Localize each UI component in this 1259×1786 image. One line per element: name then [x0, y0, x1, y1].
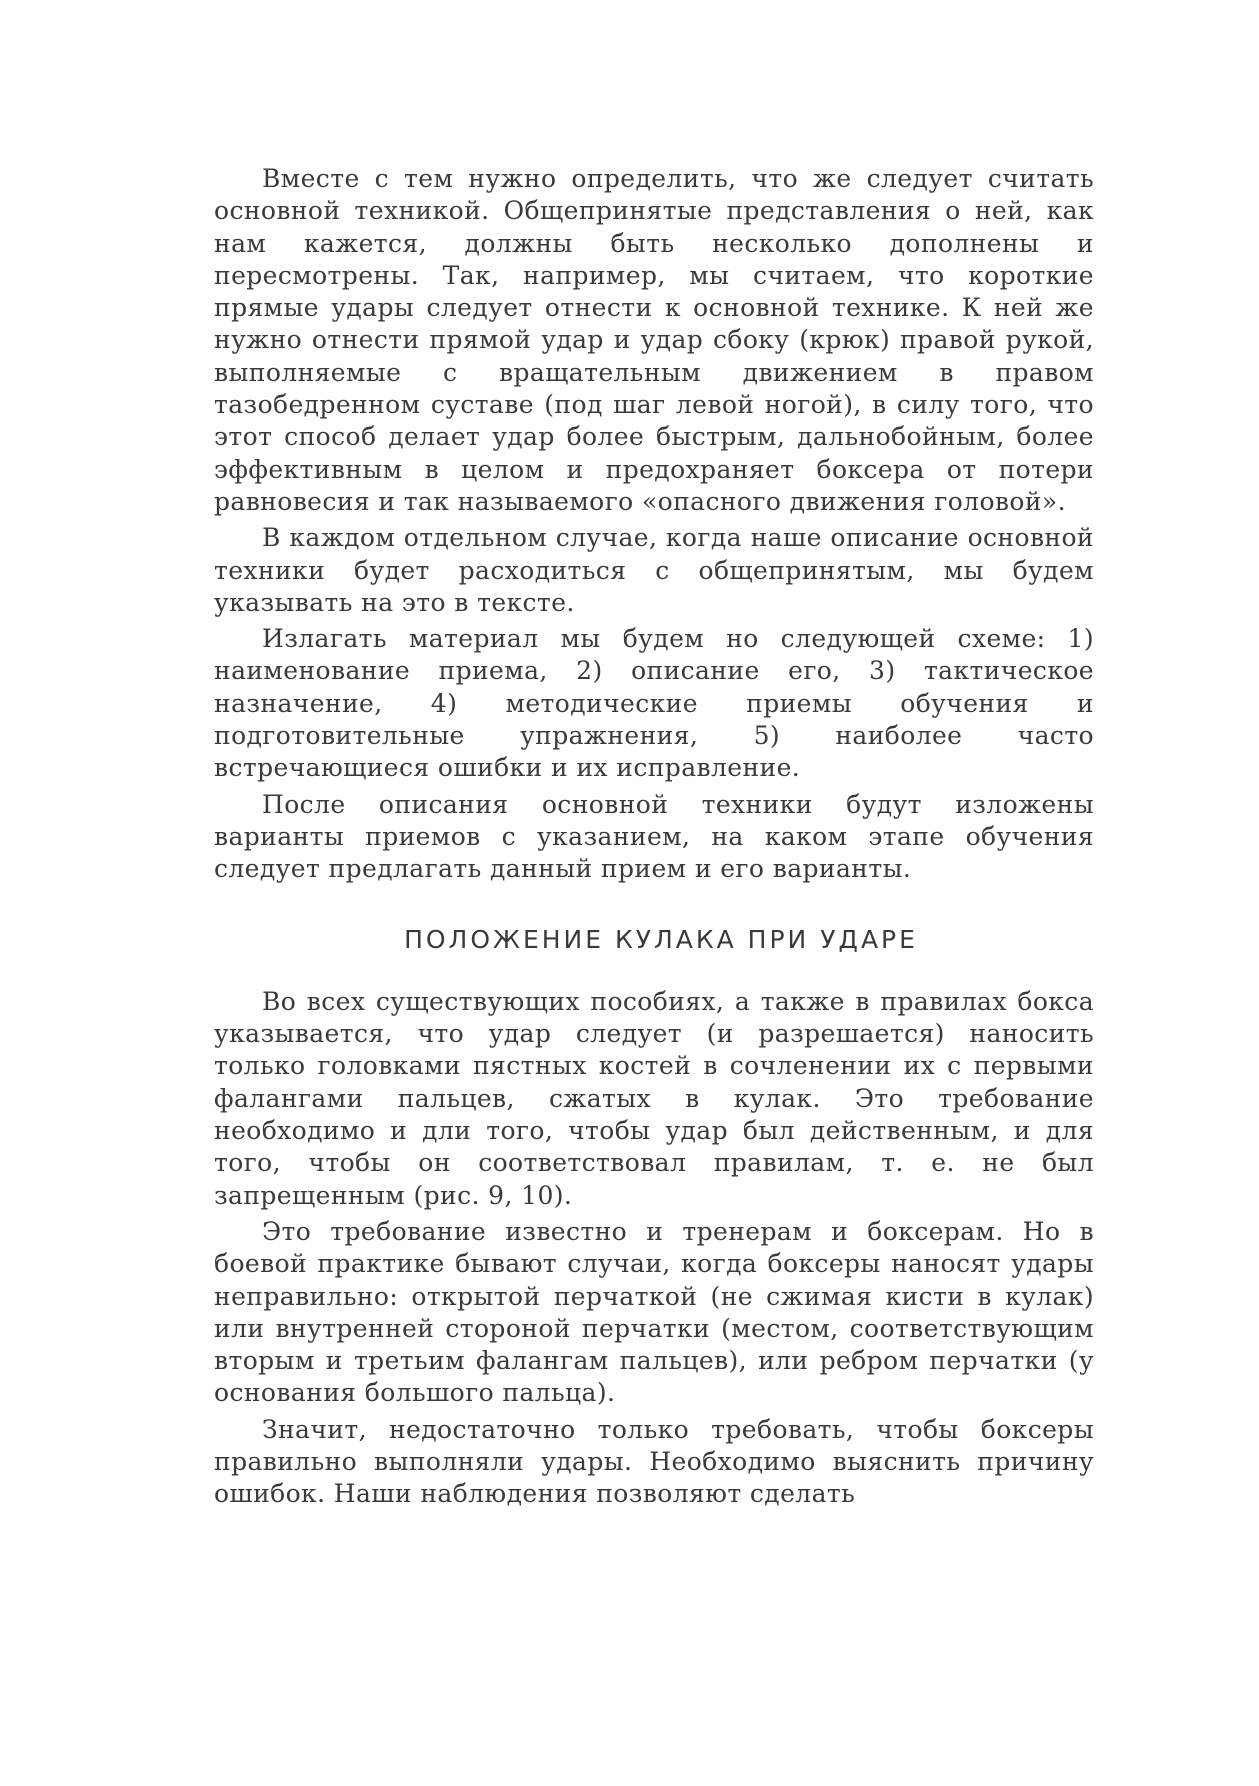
- paragraph-practice-errors: Это требование известно и тренерам и боксерам. Но в боевой практике бывают случаи, когда боксеры наносят удары неправильно: открытой перчаткой (не сжимая кисти в кулак) или внутренней стороной перчатки (местом, соответствующим вторым и третьим фалангам пальцев), или ребром перчатки (у основания большого пальца).: [214, 1216, 1094, 1408]
- page-text-column: [214, 163, 1094, 1515]
- paragraph-fist-rules: Во всех существующих пособиях, а также в правилах бокса указывается, что удар следует (и разрешается) наносить только головками пястных костей в сочленении их с первыми фалангами пальцев, сжатых в кулак. Это требование необходимо и дли того, чтобы удар был действенным, и для того, чтобы он соответствовал правилам, т. е. не был запрещенным (рис. 9, 10).: [214, 986, 1094, 1210]
- paragraph-basic-technique: Вместе с тем нужно определить, что же следует считать основной техникой. Общепринятые представления о ней, как нам кажется, должны быть несколько дополнены и пересмотрены. Так, например, мы считаем, что короткие прямые удары следует отнести к основной технике. К ней же нужно отнести прямой удар и удар сбоку (крюк) правой рукой, выполняемые с вращательным движением в правом тазобедренном суставе (под шаг левой ногой), в силу того, что этот способ делает удар более быстрым, дальнобойным, более эффективным в целом и предохраняет боксера от потери равновесия и так называемого «опасного движения головой».: [214, 164, 1094, 516]
- section-heading: ПОЛОЖЕНИЕ КУЛАКА ПРИ УДАРЕ: [404, 924, 918, 954]
- paragraph-description-differences: В каждом отдельном случае, когда наше описание основной техники будет расходиться с общепринятым, мы будем указывать на это в тексте.: [214, 523, 1094, 617]
- paragraph-conclusion: Значит, недостаточно только требовать, чтобы боксеры правильно выполняли удары. Необходимо выяснить причину ошибок. Наши наблюдения позволяют сделать: [214, 1414, 1094, 1509]
- paragraph-variants: После описания основной техники будут изложены варианты приемов с указанием, на каком этапе обучения следует предлагать данный прием и его варианты.: [214, 789, 1094, 884]
- paragraph-material-scheme: Излагать материал мы будем но следующей схеме: 1) наименование приема, 2) описание его, 3) тактическое назначение, 4) методические приемы обучения и подготовительные упражнения, 5) наиболее часто встречающиеся ошибки и их исправление.: [214, 624, 1094, 783]
